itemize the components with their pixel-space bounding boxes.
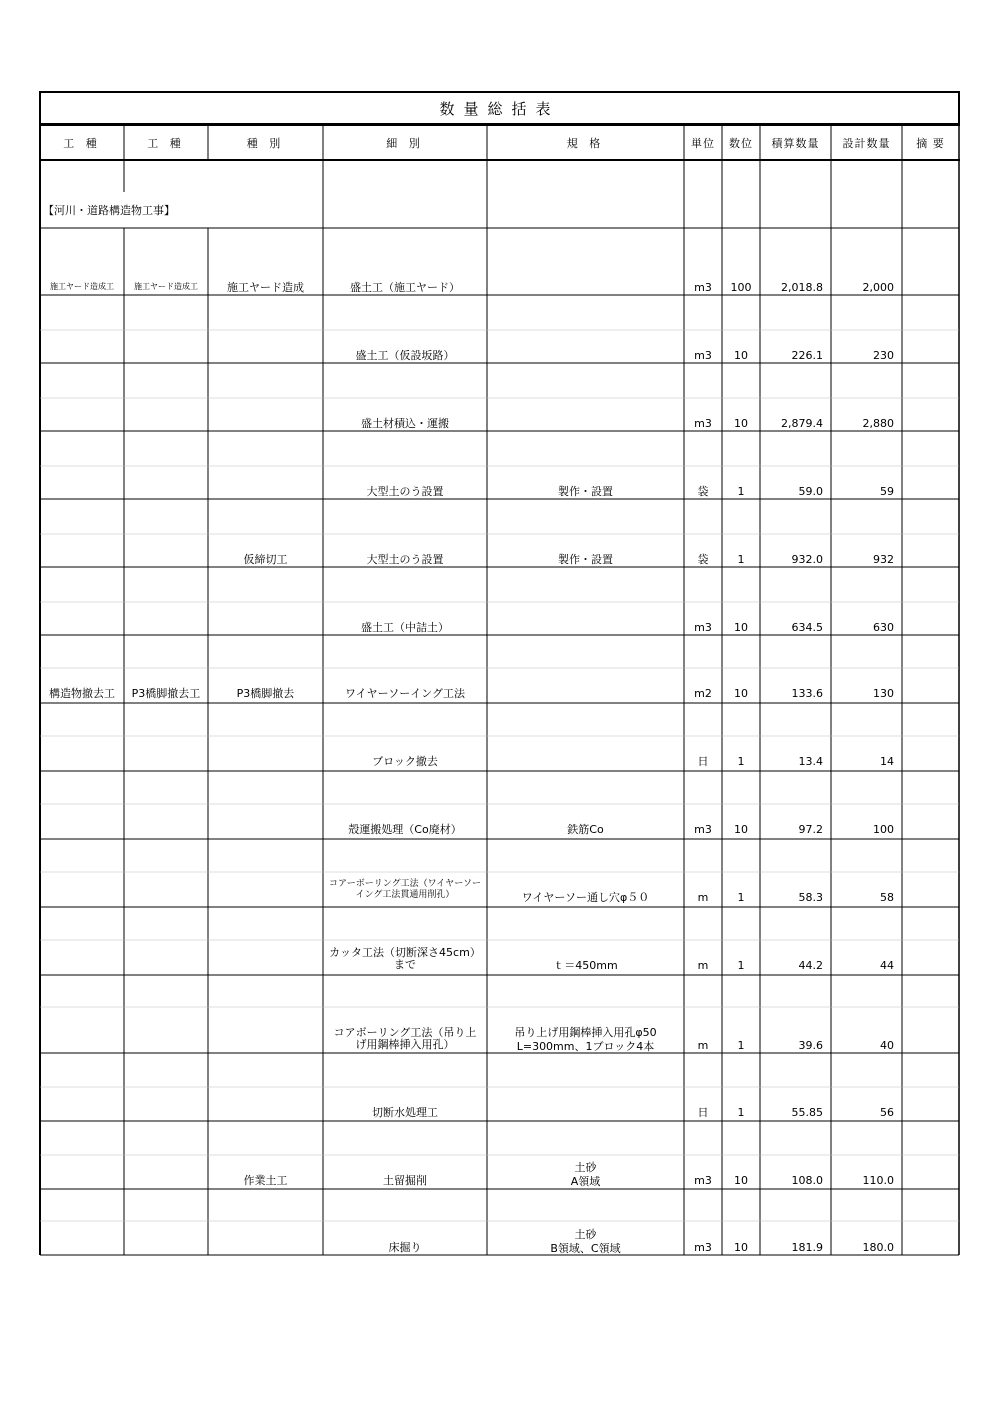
cell-design-qty: 130 — [873, 687, 894, 700]
cell-unit: m — [697, 1039, 709, 1052]
cell-place: 10 — [734, 1174, 748, 1187]
cell-unit: 袋 — [697, 553, 709, 566]
cell-est-qty: 58.3 — [798, 891, 823, 904]
cell-design-qty: 110.0 — [862, 1174, 894, 1187]
cell-detail: 土留掘削 — [383, 1174, 427, 1187]
cell-type2: P3橋脚撤去工 — [131, 687, 201, 700]
cell-detail: 切断水処理工 — [372, 1106, 438, 1119]
cell-kind: 仮締切工 — [243, 553, 288, 566]
cell-spec: ｔ＝450mm — [553, 959, 618, 972]
cell-detail: 殻運搬処理（Co廃材） — [348, 823, 462, 836]
cell-place: 10 — [734, 1241, 748, 1254]
cell-place: 10 — [734, 349, 748, 362]
cell-detail: 盛土工（施工ヤード） — [350, 281, 460, 294]
cell-est-qty: 44.2 — [798, 959, 823, 972]
cell-place: 1 — [737, 553, 745, 566]
column-header: 工 種 — [63, 136, 101, 150]
cell-detail: 盛土工（中詰土） — [361, 621, 449, 634]
cell-detail: 盛土工（仮設坂路） — [355, 349, 455, 362]
cell-est-qty: 39.6 — [798, 1039, 823, 1052]
cell-unit: m3 — [694, 1241, 712, 1254]
cell-design-qty: 58 — [880, 891, 894, 904]
column-header: 工 種 — [147, 136, 185, 150]
cell-kind: P3橋脚撤去 — [236, 687, 295, 700]
cell-spec: 土砂 A領域 — [570, 1161, 601, 1188]
cell-design-qty: 932 — [873, 553, 894, 566]
cell-place: 10 — [734, 687, 748, 700]
cell-unit: m3 — [694, 823, 712, 836]
cell-unit: m2 — [694, 687, 712, 700]
cell-detail: 大型土のう設置 — [366, 553, 444, 566]
cell-design-qty: 2,880 — [862, 417, 894, 430]
page-title: 数量総括表 — [39, 91, 960, 125]
column-header: 数位 — [729, 136, 753, 150]
cell-place: 10 — [734, 823, 748, 836]
cell-est-qty: 634.5 — [791, 621, 823, 634]
cell-unit: m — [697, 891, 709, 904]
cell-est-qty: 108.0 — [791, 1174, 823, 1187]
cell-spec: 土砂 B領域、C領域 — [550, 1228, 621, 1255]
column-header: 細 別 — [386, 136, 424, 150]
cell-est-qty: 226.1 — [791, 349, 823, 362]
cell-detail: 盛土材積込・運搬 — [361, 417, 449, 430]
cell-design-qty: 180.0 — [862, 1241, 894, 1254]
column-header: 設計数量 — [842, 136, 891, 150]
cell-est-qty: 181.9 — [791, 1241, 823, 1254]
cell-place: 1 — [737, 755, 745, 768]
cell-est-qty: 2,018.8 — [781, 281, 823, 294]
cell-unit: 日 — [697, 1106, 709, 1119]
cell-unit: m3 — [694, 1174, 712, 1187]
cell-detail: カッタ工法（切断深さ45cm）まで — [329, 946, 481, 971]
cell-place: 1 — [737, 891, 745, 904]
column-header: 単位 — [691, 136, 715, 150]
cell-place: 1 — [737, 1039, 745, 1052]
cell-detail: 床掘り — [388, 1241, 422, 1254]
cell-spec: 吊り上げ用鋼棒挿入用孔φ50 L=300mm、1ブロック4本 — [514, 1026, 657, 1053]
cell-spec: 製作・設置 — [558, 553, 613, 566]
cell-design-qty: 2,000 — [862, 281, 894, 294]
cell-place: 10 — [734, 417, 748, 430]
cell-spec: ワイヤーソー通し穴φ５０ — [521, 891, 650, 904]
cell-unit: m — [697, 959, 709, 972]
cell-est-qty: 2,879.4 — [781, 417, 823, 430]
cell-place: 1 — [737, 485, 745, 498]
cell-detail: ブロック撤去 — [372, 755, 438, 768]
cell-design-qty: 44 — [880, 959, 894, 972]
cell-unit: m3 — [694, 281, 712, 294]
cell-est-qty: 55.85 — [791, 1106, 823, 1119]
cell-spec: 鉄筋Co — [567, 823, 604, 836]
cell-est-qty: 133.6 — [791, 687, 823, 700]
cell-unit: m3 — [694, 349, 712, 362]
cell-detail: 大型土のう設置 — [366, 485, 444, 498]
cell-unit: 袋 — [697, 485, 709, 498]
cell-type1: 構造物撤去工 — [49, 687, 115, 700]
cell-type1: 施工ヤード造成工 — [50, 282, 114, 291]
cell-unit: 日 — [697, 755, 709, 768]
column-header: 積算数量 — [771, 136, 820, 150]
cell-design-qty: 630 — [873, 621, 894, 634]
cell-spec: 製作・設置 — [558, 485, 613, 498]
cell-detail: コアボーリング工法（吊り上げ用鋼棒挿入用孔） — [333, 1026, 477, 1051]
cell-est-qty: 932.0 — [791, 553, 823, 566]
cell-detail: ワイヤーソーイング工法 — [344, 687, 465, 700]
cell-design-qty: 230 — [873, 349, 894, 362]
cell-est-qty: 13.4 — [798, 755, 823, 768]
cell-unit: m3 — [694, 621, 712, 634]
cell-design-qty: 59 — [880, 485, 894, 498]
cell-place: 100 — [730, 281, 752, 294]
cell-design-qty: 40 — [880, 1039, 894, 1052]
column-header: 種 別 — [246, 136, 285, 150]
cell-type2: 施工ヤード造成工 — [134, 282, 198, 291]
cell-design-qty: 56 — [880, 1106, 894, 1119]
cell-design-qty: 100 — [873, 823, 894, 836]
column-header: 摘 要 — [916, 136, 945, 150]
column-header: 規 格 — [566, 136, 605, 150]
cell-est-qty: 59.0 — [798, 485, 823, 498]
cell-place: 1 — [737, 1106, 745, 1119]
cell-unit: m3 — [694, 417, 712, 430]
cell-detail: コアーボーリング工法（ワイヤーソーイング工法貫通用削孔） — [329, 879, 481, 900]
cell-est-qty: 97.2 — [798, 823, 823, 836]
cell-place: 10 — [734, 621, 748, 634]
cell-design-qty: 14 — [880, 755, 894, 768]
cell-kind: 施工ヤード造成 — [227, 281, 304, 294]
section-title: 【河川・道路構造物工事】 — [43, 204, 175, 217]
cell-place: 1 — [737, 959, 745, 972]
cell-kind: 作業土工 — [243, 1174, 288, 1187]
